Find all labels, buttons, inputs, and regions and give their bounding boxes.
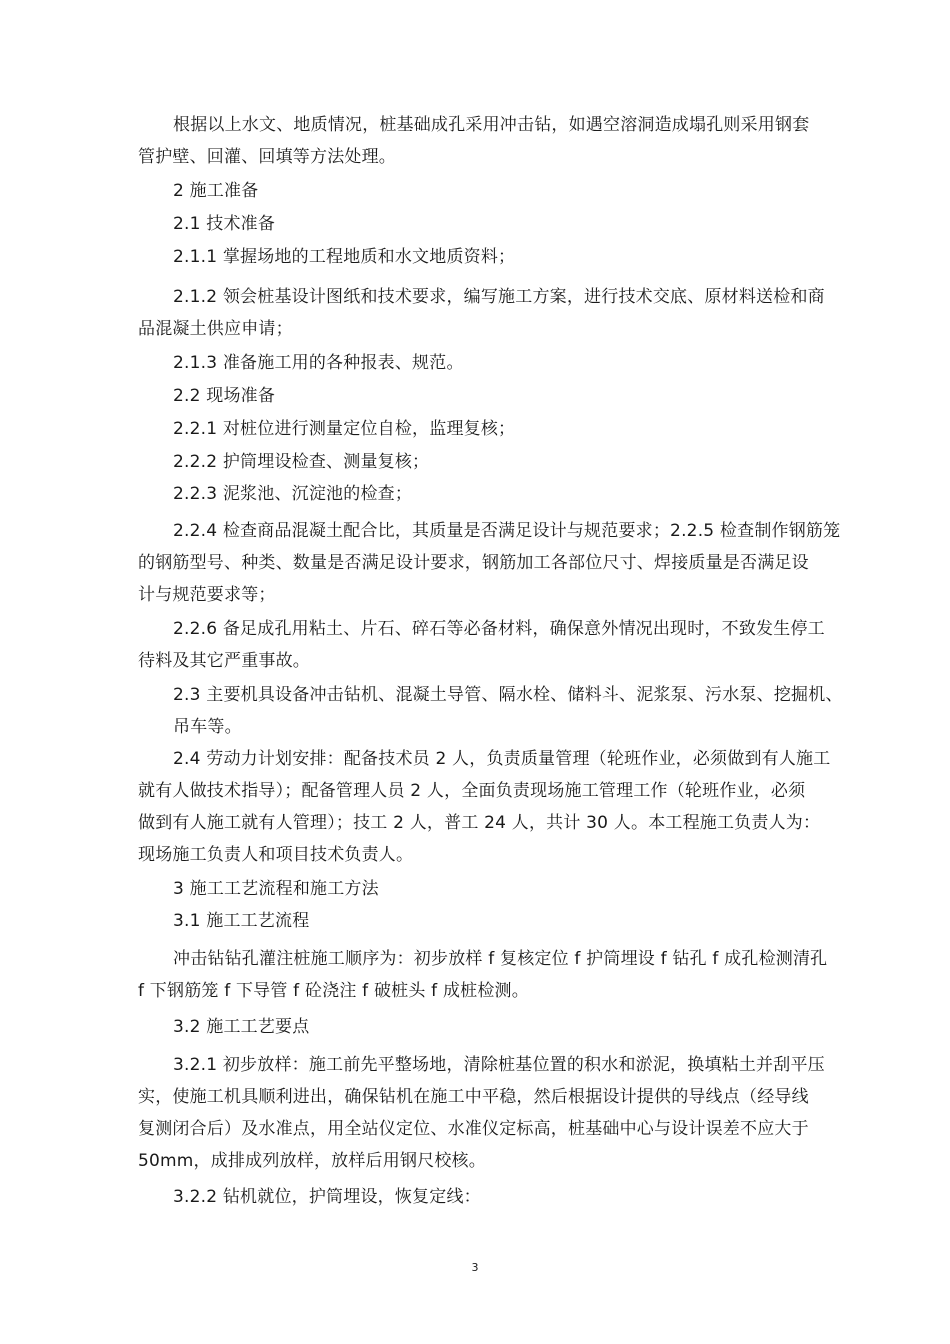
text-line: 管护壁、回灌、回填等方法处理。 xyxy=(138,147,396,167)
subsection-heading: 3.1 施工工艺流程 xyxy=(173,911,310,931)
text-line: 待料及其它严重事故。 xyxy=(138,651,310,671)
page-number: 3 xyxy=(471,1261,479,1274)
text-line: 的钢筋型号、种类、数量是否满足设计要求，钢筋加工各部位尺寸、焊接质量是否满足设 xyxy=(138,553,809,573)
subsection-heading: 2.2 现场准备 xyxy=(173,386,276,406)
text-line: 冲击钻钻孔灌注桩施工顺序为：初步放样 f 复核定位 f 护筒埋设 f 钻孔 f 成孔检测清孔 xyxy=(173,949,828,969)
section-heading: 2 施工准备 xyxy=(173,181,259,201)
text-line: 就有人做技术指导）；配备管理人员 2 人，全面负责现场施工管理工作（轮班作业，必须 xyxy=(138,781,806,801)
section-heading: 3 施工工艺流程和施工方法 xyxy=(173,879,379,899)
text-line: 2.2.4 检查商品混凝土配合比，其质量是否满足设计与规范要求；2.2.5 检查制作钢筋笼 xyxy=(173,521,841,541)
text-line: 实，使施工机具顺利进出，确保钻机在施工中平稳，然后根据设计提供的导线点（经导线 xyxy=(138,1087,809,1107)
text-line: 现场施工负责人和项目技术负责人。 xyxy=(138,845,414,865)
text-line: 做到有人施工就有人管理）；技工 2 人，普工 24 人，共计 30 人。本工程施工负责人为： xyxy=(138,813,821,833)
text-line: 2.1.3 准备施工用的各种报表、规范。 xyxy=(173,353,464,373)
subsection-heading: 2.1 技术准备 xyxy=(173,214,276,234)
text-line: 2.1.2 领会桩基设计图纸和技术要求，编写施工方案，进行技术交底、原材料送检和商 xyxy=(173,287,825,307)
text-line: 3.2.2 钻机就位，护筒埋设，恢复定线： xyxy=(173,1187,481,1207)
text-line: 2.3 主要机具设备冲击钻机、混凝土导管、隔水栓、储料斗、泥浆泵、污水泵、挖掘机、 xyxy=(173,685,843,705)
text-line: 2.1.1 掌握场地的工程地质和水文地质资料； xyxy=(173,247,516,267)
text-line: 吊车等。 xyxy=(173,717,242,737)
text-line: 2.2.6 备足成孔用粘土、片石、碎石等必备材料，确保意外情况出现时，不致发生停工 xyxy=(173,619,825,639)
text-line: 3.2.1 初步放样：施工前先平整场地，清除桩基位置的积水和淤泥，换填粘土并刮平压 xyxy=(173,1055,825,1075)
text-line: 2.4 劳动力计划安排：配备技术员 2 人，负责质量管理（轮班作业，必须做到有人施工 xyxy=(173,749,831,769)
text-line: 计与规范要求等； xyxy=(138,585,276,605)
text-line: 2.2.3 泥浆池、沉淀池的检查； xyxy=(173,484,413,504)
text-line: 复测闭合后）及水准点，用全站仪定位、水准仪定标高，桩基础中心与设计误差不应大于 xyxy=(138,1119,809,1139)
subsection-heading: 3.2 施工工艺要点 xyxy=(173,1017,310,1037)
text-line: 2.2.1 对桩位进行测量定位自检，监理复核； xyxy=(173,419,516,439)
text-line: 品混凝土供应申请； xyxy=(138,319,293,339)
text-line: 根据以上水文、地质情况，桩基础成孔采用冲击钻，如遇空溶洞造成塌孔则采用钢套 xyxy=(173,115,810,135)
text-line: f 下钢筋笼 f 下导管 f 砼浇注 f 破桩头 f 成桩检测。 xyxy=(138,981,529,1001)
text-line: 50mm，成排成列放样，放样后用钢尺校核。 xyxy=(138,1151,486,1171)
text-line: 2.2.2 护筒埋设检查、测量复核； xyxy=(173,452,430,472)
